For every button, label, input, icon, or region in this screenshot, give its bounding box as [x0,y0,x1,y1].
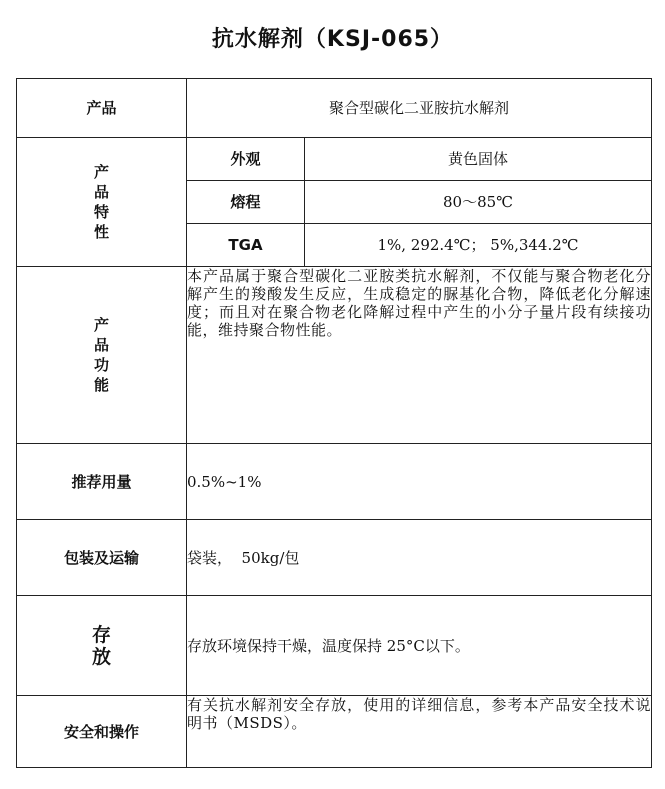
melting-range-value: 80～85℃ [305,181,652,224]
row-appearance [17,138,652,181]
storage-value: 存放环境保持干燥，温度保持 25°C以下。 [187,596,652,696]
properties-label [17,138,187,267]
storage-label [17,596,187,696]
row-safety [17,696,652,768]
row-function [17,267,652,444]
appearance-label: 外观 [187,138,305,181]
packaging-label: 包装及运输 [17,520,187,596]
properties-label-text: 产品特性 [93,163,109,241]
product-value: 聚合型碳化二亚胺抗水解剂 [187,79,652,138]
storage-label-text: 存放 [91,623,111,668]
row-storage [17,596,652,696]
function-label-text: 产品功能 [93,316,109,394]
document-title: 抗水解剂（KSJ-065） [211,27,454,52]
function-label [17,267,187,444]
row-dosage [17,444,652,520]
dosage-value: 0.5%~1% [187,444,652,520]
tga-value: 1%, 292.4℃； 5%,344.2℃ [305,224,652,267]
tga-label: TGA [187,224,305,267]
spec-table [16,78,652,768]
function-description: 本产品属于聚合型碳化二亚胺类抗水解剂，不仅能与聚合物老化分解产生的羧酸发生反应，生成稳定的脲基化合物，降低老化分解速度；而且对在聚合物老化降解过程中产生的小分子量片段有续接功能，维持聚合物性能。 [187,267,652,444]
product-label: 产品 [17,79,187,138]
melting-range-label: 熔程 [187,181,305,224]
safety-value: 有关抗水解剂安全存放，使用的详细信息，参考本产品安全技术说明书（MSDS）。 [187,696,652,768]
packaging-value: 袋装， 50kg/包 [187,520,652,596]
dosage-label: 推荐用量 [17,444,187,520]
row-packaging [17,520,652,596]
row-product [17,79,652,138]
safety-label: 安全和操作 [17,696,187,768]
appearance-value: 黄色固体 [305,138,652,181]
